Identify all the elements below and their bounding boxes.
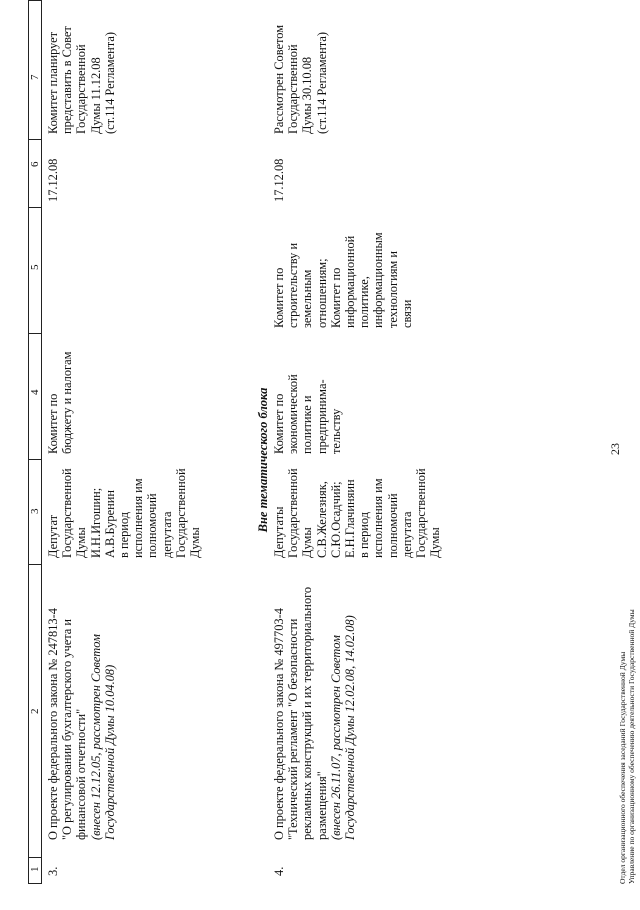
row-4-co-committees: Комитет по строительству и земельным отношениям; Комитет по информационной политике, информационным технологиям и связи	[272, 232, 414, 328]
header-col-3: 3	[29, 508, 41, 514]
header-col-4: 4	[29, 389, 41, 395]
header-divider	[28, 857, 42, 858]
row-4-committee: Комитет по экономической политике и предпринима- тельству	[272, 374, 343, 454]
row-3-num: 3.	[46, 866, 60, 876]
header-divider	[28, 139, 42, 140]
header-row	[28, 0, 42, 884]
row-3-authors: Депутат Государственной Думы И.Н.Игошин; А.В.Буренин в период исполнения им полномочий депутата Государственной Думы	[46, 468, 203, 558]
header-divider	[28, 564, 42, 565]
header-col-6: 6	[29, 161, 41, 167]
footer-line-1: Отдел организационного обеспечения заседаний Государственной Думы	[618, 651, 627, 884]
section-title: Вне тематического блока	[256, 387, 270, 533]
row-4-num: 4.	[272, 866, 286, 876]
row-4-authors: Депутаты Государственной Думы С.В.Железняк, С.Ю.Осадчий; Е.Н.Глачиняин в период исполнения им полномочий депутата Государственной Думы	[272, 468, 443, 558]
header-col-5: 5	[29, 264, 41, 270]
row-3-title: О проекте федерального закона № 247813-4 "О регулировании бухгалтерского учета и финансовой отчетности" (внесен 12.12.05, рассмотрен Советом Государственной Думы 10.04.08)	[46, 608, 117, 840]
footer-line-2: Управление по организационному обеспечению деятельности Государственной Думы	[627, 609, 636, 884]
row-3-status: Комитет планирует представить в Совет Государственной Думы 11.12.08 (ст.114 Регламента)	[46, 26, 117, 134]
row-3-committee: Комитет по бюджету и налогам	[46, 351, 75, 454]
row-4-title: О проекте федерального закона № 497703-4 "Технический регламент "О безопасности рекламных конструкций и их территориального размещения" (внесен 26.11.07, рассмотрен Советом Государственной Думы 12.02.08, 14.02.08)	[272, 586, 358, 840]
page-number: 23	[608, 443, 622, 455]
header-divider	[28, 207, 42, 208]
row-4-date: 17.12.08	[272, 158, 286, 202]
header-col-2: 2	[29, 708, 41, 714]
row-3-date: 17.12.08	[46, 158, 60, 202]
header-divider	[28, 333, 42, 334]
header-col-1: 1	[29, 866, 41, 872]
header-col-7: 7	[29, 74, 41, 80]
row-4-status: Рассмотрен Советом Государственной Думы 30.10.08 (ст.114 Регламента)	[272, 24, 329, 134]
header-divider	[28, 459, 42, 460]
